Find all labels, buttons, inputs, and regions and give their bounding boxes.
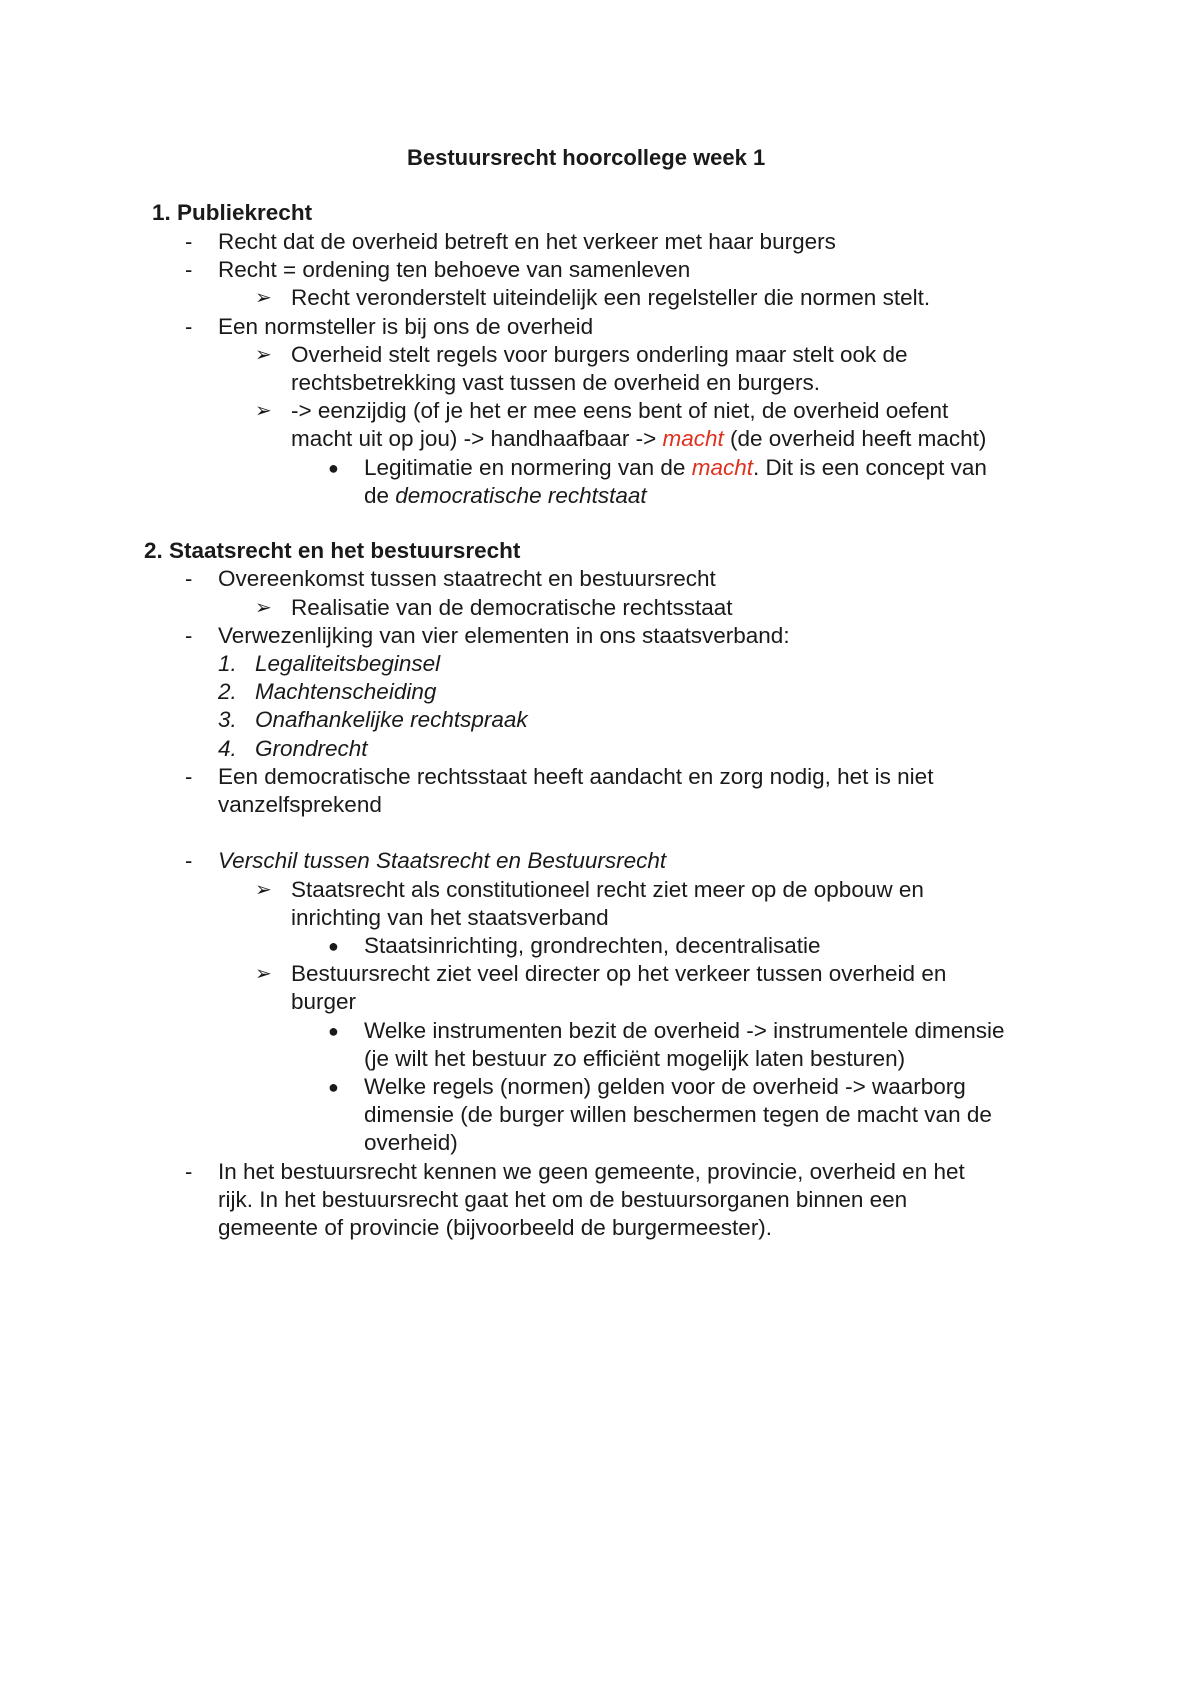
- numbered-item-text: Onafhankelijke rechtspraak: [255, 707, 528, 732]
- arrow-bullet-icon: ➢: [255, 344, 272, 366]
- s1-line-9-part-c: . Dit is een concept van: [752, 455, 987, 480]
- highlight-macht: macht: [691, 455, 753, 480]
- s2-line-6: Verschil tussen Staatsrecht en Bestuursrecht: [218, 848, 667, 873]
- arrow-bullet-icon: ➢: [255, 879, 272, 901]
- numbered-item-num: 1.: [218, 651, 237, 676]
- s2-line-1: Overeenkomst tussen staatrecht en bestuursrecht: [218, 566, 716, 591]
- dash-marker: -: [185, 257, 193, 282]
- s2-line-7: Staatsrecht als constitutioneel recht ziet meer op de opbouw en: [291, 877, 924, 902]
- section-2-heading: 2. Staatsrecht en het bestuursrecht: [144, 538, 521, 563]
- term-democratische-rechtstaat: democratische rechtstaat: [395, 483, 647, 508]
- s2-line-18: rijk. In het bestuursrecht gaat het om de bestuursorganen binnen een: [218, 1187, 908, 1212]
- dash-marker: -: [185, 229, 193, 254]
- s2-line-2: Realisatie van de democratische rechtsstaat: [291, 595, 733, 620]
- s1-line-9-part-a: Legitimatie en normering van de: [364, 455, 692, 480]
- document-title: Bestuursrecht hoorcollege week 1: [407, 145, 766, 170]
- s2-line-11: burger: [291, 989, 357, 1014]
- s1-line-8: [291, 425, 986, 453]
- s2-line-15: dimensie (de burger willen beschermen tegen de macht van de: [364, 1102, 992, 1127]
- s2-line-4: Een democratische rechtsstaat heeft aandacht en zorg nodig, het is niet: [218, 764, 934, 789]
- s2-line-14: Welke regels (normen) gelden voor de overheid -> waarborg: [364, 1074, 966, 1099]
- dash-marker: -: [185, 1159, 193, 1184]
- arrow-bullet-icon: ➢: [255, 287, 272, 309]
- numbered-item-num: 3.: [218, 707, 237, 732]
- s2-line-12: Welke instrumenten bezit de overheid -> instrumentele dimensie: [364, 1018, 1005, 1043]
- s2-line-8: inrichting van het staatsverband: [291, 905, 609, 930]
- s1-line-5: Overheid stelt regels voor burgers onderling maar stelt ook de: [291, 342, 908, 367]
- numbered-item-text: Grondrecht: [255, 736, 368, 761]
- dash-marker: -: [185, 314, 193, 339]
- s1-line-4: Een normsteller is bij ons de overheid: [218, 314, 594, 339]
- s1-line-2: Recht = ordening ten behoeve van samenleven: [218, 257, 691, 282]
- s1-line-6: rechtsbetrekking vast tussen de overheid en burgers.: [291, 370, 821, 395]
- arrow-bullet-icon: ➢: [255, 400, 272, 422]
- bullet-dot-icon: ●: [328, 1077, 339, 1097]
- section-1-heading: 1. Publiekrecht: [152, 200, 313, 225]
- arrow-bullet-icon: ➢: [255, 963, 272, 985]
- dash-marker: -: [185, 848, 193, 873]
- dash-marker: -: [185, 566, 193, 591]
- s2-line-10: Bestuursrecht ziet veel directer op het verkeer tussen overheid en: [291, 961, 947, 986]
- s2-line-19: gemeente of provincie (bijvoorbeeld de burgermeester).: [218, 1215, 773, 1240]
- s1-line-10: [364, 482, 647, 510]
- arrow-bullet-icon: ➢: [255, 597, 272, 619]
- s1-line-10-part-a: de: [364, 483, 396, 508]
- s1-line-8-part-a: macht uit op jou) -> handhaafbaar ->: [291, 426, 663, 451]
- numbered-item-num: 2.: [218, 679, 237, 704]
- dash-marker: -: [185, 764, 193, 789]
- s1-line-1: Recht dat de overheid betreft en het verkeer met haar burgers: [218, 229, 836, 254]
- s2-line-3: Verwezenlijking van vier elementen in ons staatsverband:: [218, 623, 790, 648]
- bullet-dot-icon: ●: [328, 1021, 339, 1041]
- numbered-item-num: 4.: [218, 736, 237, 761]
- dash-marker: -: [185, 623, 193, 648]
- s1-line-9: [364, 454, 987, 482]
- s1-line-7: -> eenzijdig (of je het er mee eens bent of niet, de overheid oefent: [291, 398, 949, 423]
- s2-line-17: In het bestuursrecht kennen we geen gemeente, provincie, overheid en het: [218, 1159, 965, 1184]
- bullet-dot-icon: ●: [328, 936, 339, 956]
- s1-line-8-part-c: (de overheid heeft macht): [723, 426, 987, 451]
- s2-line-13: (je wilt het bestuur zo efficiënt mogelijk laten besturen): [364, 1046, 906, 1071]
- s1-line-3: Recht veronderstelt uiteindelijk een regelsteller die normen stelt.: [291, 285, 931, 310]
- numbered-item-text: Machtenscheiding: [255, 679, 437, 704]
- highlight-macht: macht: [662, 426, 724, 451]
- s2-line-16: overheid): [364, 1130, 458, 1155]
- s2-line-9: Staatsinrichting, grondrechten, decentralisatie: [364, 933, 821, 958]
- numbered-item-text: Legaliteitsbeginsel: [255, 651, 441, 676]
- s2-line-5: vanzelfsprekend: [218, 792, 382, 817]
- bullet-dot-icon: ●: [328, 458, 339, 478]
